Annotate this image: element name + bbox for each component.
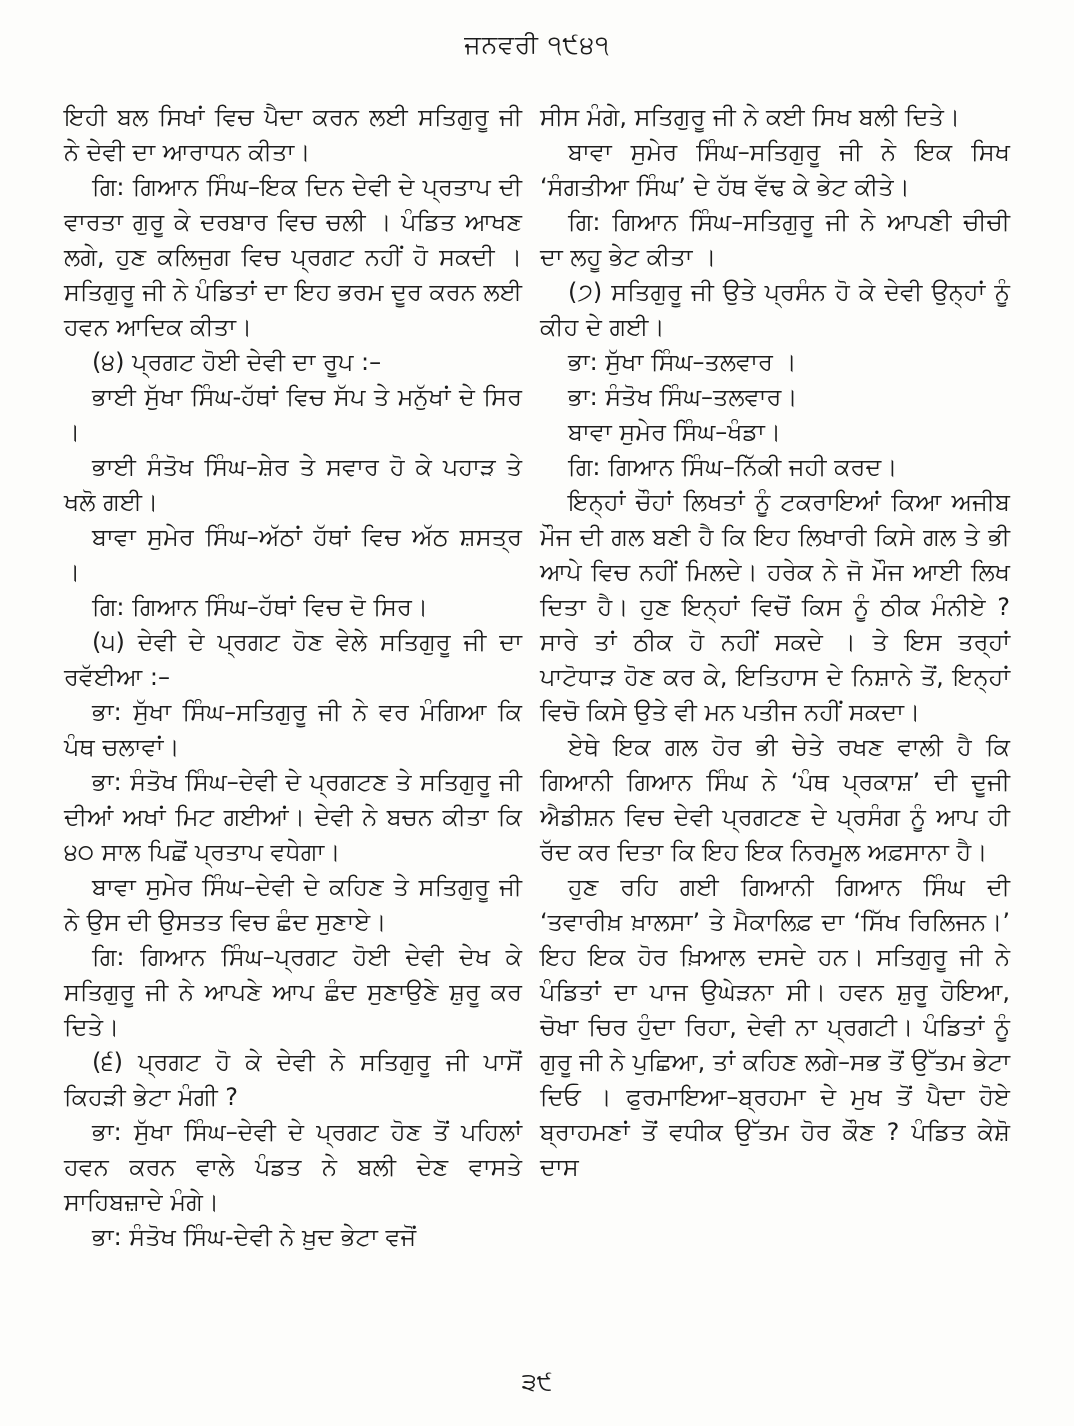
paragraph: (੪) ਪ੍ਰਗਟ ਹੋਈ ਦੇਵੀ ਦਾ ਰੂਪ :– [92,348,382,376]
paragraph: ਗਿ: ਗਿਆਨ ਸਿੰਘ–ਇਕ ਦਿਨ ਦੇਵੀ ਦੇ ਪ੍ਰਤਾਪ ਦੀ ਵਾਰਤਾ ਗੁਰੂ ਕੇ ਦਰਬਾਰ ਵਿਚ ਚਲੀ । ਪੰਡਿਤ ਆਖਣ ਲਗੇ, ਹੁਣ ਕਲਿਜੁਗ ਵਿਚ ਪ੍ਰਗਟ ਨਹੀਂ ਹੋ ਸਕਦੀ । ਸਤਿਗੁਰੂ ਜੀ ਨੇ ਪੰਡਿਤਾਂ ਦਾ ਇਹ ਭਰਮ ਦੂਰ ਕਰਨ ਲਈ ਹਵਨ ਆਦਿਕ ਕੀਤਾ। [64,173,522,341]
running-header: ਜਨਵਰੀ ੧੯੪੧ [464,30,610,59]
paragraph: ਬਾਵਾ ਸੁਮੇਰ ਸਿੰਘ–ਦੇਵੀ ਦੇ ਕਹਿਣ ਤੇ ਸਤਿਗੁਰੂ ਜੀ ਨੇ ਉਸ ਦੀ ਉਸਤਤ ਵਿਚ ਛੰਦ ਸੁਣਾਏ। [64,873,522,936]
paragraph: ਭਾ: ਸੁੱਖਾ ਸਿੰਘ–ਦੇਵੀ ਦੇ ਪ੍ਰਗਟ ਹੋਣ ਤੋਂ ਪਹਿਲਾਂ ਹਵਨ ਕਰਨ ਵਾਲੇ ਪੰਡਤ ਨੇ ਬਲੀ ਦੇਣ ਵਾਸਤੇ ਸਾਹਿਬਜ਼ਾਦੇ ਮੰਗੇ। [64,1118,522,1216]
paragraph: ਬਾਵਾ ਸੁਮੇਰ ਸਿੰਘ–ਸਤਿਗੁਰੂ ਜੀ ਨੇ ਇਕ ਸਿਖ ‘ਸੰਗਤੀਆ ਸਿੰਘ’ ਦੇ ਹੱਥ ਵੱਢ ਕੇ ਭੇਟ ਕੀਤੇ। [540,138,1010,201]
paragraph: ਭਾ: ਸੰਤੋਖ ਸਿੰਘ–ਦੇਵੀ ਦੇ ਪ੍ਰਗਟਣ ਤੇ ਸਤਿਗੁਰੂ ਜੀ ਦੀਆਂ ਅਖਾਂ ਮਿਟ ਗਈਆਂ। ਦੇਵੀ ਨੇ ਬਚਨ ਕੀਤਾ ਕਿ ੪੦ ਸਾਲ ਪਿਛੋਂ ਪ੍ਰਤਾਪ ਵਧੇਗਾ। [64,768,522,866]
paragraph: ਸੀਸ ਮੰਗੇ, ਸਤਿਗੁਰੂ ਜੀ ਨੇ ਕਈ ਸਿਖ ਬਲੀ ਦਿਤੇ। [540,103,961,131]
right-column [540,100,1010,1185]
paragraph: ਭਾ: ਸੰਤੋਖ ਸਿੰਘ–ਤਲਵਾਰ। [568,383,798,411]
paragraph: ਭਾ: ਸੰਤੋਖ ਸਿੰਘ-ਦੇਵੀ ਨੇ ਖ਼ੁਦ ਭੇਟਾ ਵਜੋਂ [92,1223,417,1251]
paragraph: ਏਥੇ ਇਕ ਗਲ ਹੋਰ ਭੀ ਚੇਤੇ ਰਖਣ ਵਾਲੀ ਹੈ ਕਿ ਗਿਆਨੀ ਗਿਆਨ ਸਿੰਘ ਨੇ ‘ਪੰਥ ਪ੍ਰਕਾਸ਼’ ਦੀ ਦੂਜੀ ਐਡੀਸ਼ਨ ਵਿਚ ਦੇਵੀ ਪ੍ਰਗਟਣ ਦੇ ਪ੍ਰਸੰਗ ਨੂੰ ਆਪ ਹੀ ਰੱਦ ਕਰ ਦਿਤਾ ਕਿ ਇਹ ਇਕ ਨਿਰਮੂਲ ਅਫ਼ਸਾਨਾ ਹੈ। [540,733,1010,866]
paragraph: ਹੁਣ ਰਹਿ ਗਈ ਗਿਆਨੀ ਗਿਆਨ ਸਿੰਘ ਦੀ ‘ਤਵਾਰੀਖ਼ ਖ਼ਾਲਸਾ’ ਤੇ ਮੈਕਾਲਿਫ਼ ਦਾ ‘ਸਿੱਖ ਰਿਲਿਜਨ।’ ਇਹ ਇਕ ਹੋਰ ਖ਼ਿਆਲ ਦਸਦੇ ਹਨ। ਸਤਿਗੁਰੂ ਜੀ ਨੇ ਪੰਡਿਤਾਂ ਦਾ ਪਾਜ ਉਘੇੜਨਾ ਸੀ। ਹਵਨ ਸ਼ੁਰੂ ਹੋਇਆ, ਚੋਖਾ ਚਿਰ ਹੁੰਦਾ ਰਿਹਾ, ਦੇਵੀ ਨਾ ਪ੍ਰਗਟੀ। ਪੰਡਿਤਾਂ ਨੂੰ ਗੁਰੂ ਜੀ ਨੇ ਪੁਛਿਆ, ਤਾਂ ਕਹਿਣ ਲਗੇ–ਸਭ ਤੋਂ ਉੱਤਮ ਭੇਟਾ ਦਿਓ । ਫੁਰਮਾਇਆ–ਬ੍ਰਹਮਾ ਦੇ ਮੁਖ ਤੋਂ ਪੈਦਾ ਹੋਏ ਬ੍ਰਾਹਮਣਾਂ ਤੋਂ ਵਧੀਕ ਉੱਤਮ ਹੋਰ ਕੌਣ ? ਪੰਡਿਤ ਕੇਸ਼ੋ ਦਾਸ [540,873,1010,1181]
paragraph: (੬) ਪ੍ਰਗਟ ਹੋ ਕੇ ਦੇਵੀ ਨੇ ਸਤਿਗੁਰੂ ਜੀ ਪਾਸੋਂ ਕਿਹੜੀ ਭੇਟਾ ਮੰਗੀ ? [64,1048,522,1111]
paragraph: ਭਾ: ਸੁੱਖਾ ਸਿੰਘ–ਸਤਿਗੁਰੂ ਜੀ ਨੇ ਵਰ ਮੰਗਿਆ ਕਿ ਪੰਥ ਚਲਾਵਾਂ। [64,698,522,761]
paragraph: ਭਾ: ਸੁੱਖਾ ਸਿੰਘ–ਤਲਵਾਰ । [568,348,797,376]
paragraph: ਬਾਵਾ ਸੁਮੇਰ ਸਿੰਘ–ਅੱਠਾਂ ਹੱਥਾਂ ਵਿਚ ਅੱਠ ਸ਼ਸਤ੍ਰ । [64,523,522,586]
paragraph: (੫) ਦੇਵੀ ਦੇ ਪ੍ਰਗਟ ਹੋਣ ਵੇਲੇ ਸਤਿਗੁਰੂ ਜੀ ਦਾ ਰਵੱਈਆ :– [64,628,522,691]
paragraph: ਗਿ: ਗਿਆਨ ਸਿੰਘ–ਸਤਿਗੁਰੂ ਜੀ ਨੇ ਆਪਣੀ ਚੀਚੀ ਦਾ ਲਹੂ ਭੇਟ ਕੀਤਾ । [540,208,1010,271]
paragraph: ਇਨ੍ਹਾਂ ਚੌਹਾਂ ਲਿਖਤਾਂ ਨੂੰ ਟਕਰਾਇਆਂ ਕਿਆ ਅਜੀਬ ਮੌਜ ਦੀ ਗਲ ਬਣੀ ਹੈ ਕਿ ਇਹ ਲਿਖਾਰੀ ਕਿਸੇ ਗਲ ਤੇ ਭੀ ਆਪੇ ਵਿਚ ਨਹੀਂ ਮਿਲਦੇ। ਹਰੇਕ ਨੇ ਜੋ ਮੌਜ ਆਈ ਲਿਖ ਦਿਤਾ ਹੈ। ਹੁਣ ਇਨ੍ਹਾਂ ਵਿਚੋਂ ਕਿਸ ਨੂੰ ਠੀਕ ਮੰਨੀਏ ? ਸਾਰੇ ਤਾਂ ਠੀਕ ਹੋ ਨਹੀਂ ਸਕਦੇ । ਤੇ ਇਸ ਤਰ੍ਹਾਂ ਪਾਟੋਧਾੜ ਹੋਣ ਕਰ ਕੇ, ਇਤਿਹਾਸ ਦੇ ਨਿਸ਼ਾਨੇ ਤੋਂ, ਇਨ੍ਹਾਂ ਵਿਚੋ ਕਿਸੇ ਉਤੇ ਵੀ ਮਨ ਪਤੀਜ ਨਹੀਂ ਸਕਦਾ। [540,488,1010,726]
paragraph: ਗਿ: ਗਿਆਨ ਸਿੰਘ–ਹੱਥਾਂ ਵਿਚ ਦੋ ਸਿਰ। [92,593,429,621]
paragraph: (੭) ਸਤਿਗੁਰੂ ਜੀ ਉਤੇ ਪ੍ਰਸੰਨ ਹੋ ਕੇ ਦੇਵੀ ਉਨ੍ਹਾਂ ਨੂੰ ਕੀਹ ਦੇ ਗਈ। [540,278,1010,341]
paragraph: ਬਾਵਾ ਸੁਮੇਰ ਸਿੰਘ–ਖੰਡਾ। [568,418,782,446]
paragraph: ਇਹੀ ਬਲ ਸਿਖਾਂ ਵਿਚ ਪੈਦਾ ਕਰਨ ਲਈ ਸਤਿਗੁਰੂ ਜੀ ਨੇ ਦੇਵੀ ਦਾ ਆਰਾਧਨ ਕੀਤਾ। [64,103,522,166]
paragraph: ਗਿ: ਗਿਆਨ ਸਿੰਘ–ਪ੍ਰਗਟ ਹੋਈ ਦੇਵੀ ਦੇਖ ਕੇ ਸਤਿਗੁਰੂ ਜੀ ਨੇ ਆਪਣੇ ਆਪ ਛੰਦ ਸੁਣਾਉਣੇ ਸ਼ੁਰੂ ਕਰ ਦਿਤੇ। [64,943,522,1041]
paragraph: ਭਾਈ ਸੁੱਖਾ ਸਿੰਘ-ਹੱਥਾਂ ਵਿਚ ਸੱਪ ਤੇ ਮਨੁੱਖਾਂ ਦੇ ਸਿਰ । [64,383,522,446]
paragraph: ਭਾਈ ਸੰਤੋਖ ਸਿੰਘ–ਸ਼ੇਰ ਤੇ ਸਵਾਰ ਹੋ ਕੇ ਪਹਾੜ ਤੇ ਖਲੋ ਗਈ। [64,453,522,516]
paragraph: ਗਿ: ਗਿਆਨ ਸਿੰਘ–ਨਿੱਕੀ ਜਹੀ ਕਰਦ। [568,453,898,481]
page-number: ੩੯ [521,1368,553,1396]
left-column [64,100,522,1255]
